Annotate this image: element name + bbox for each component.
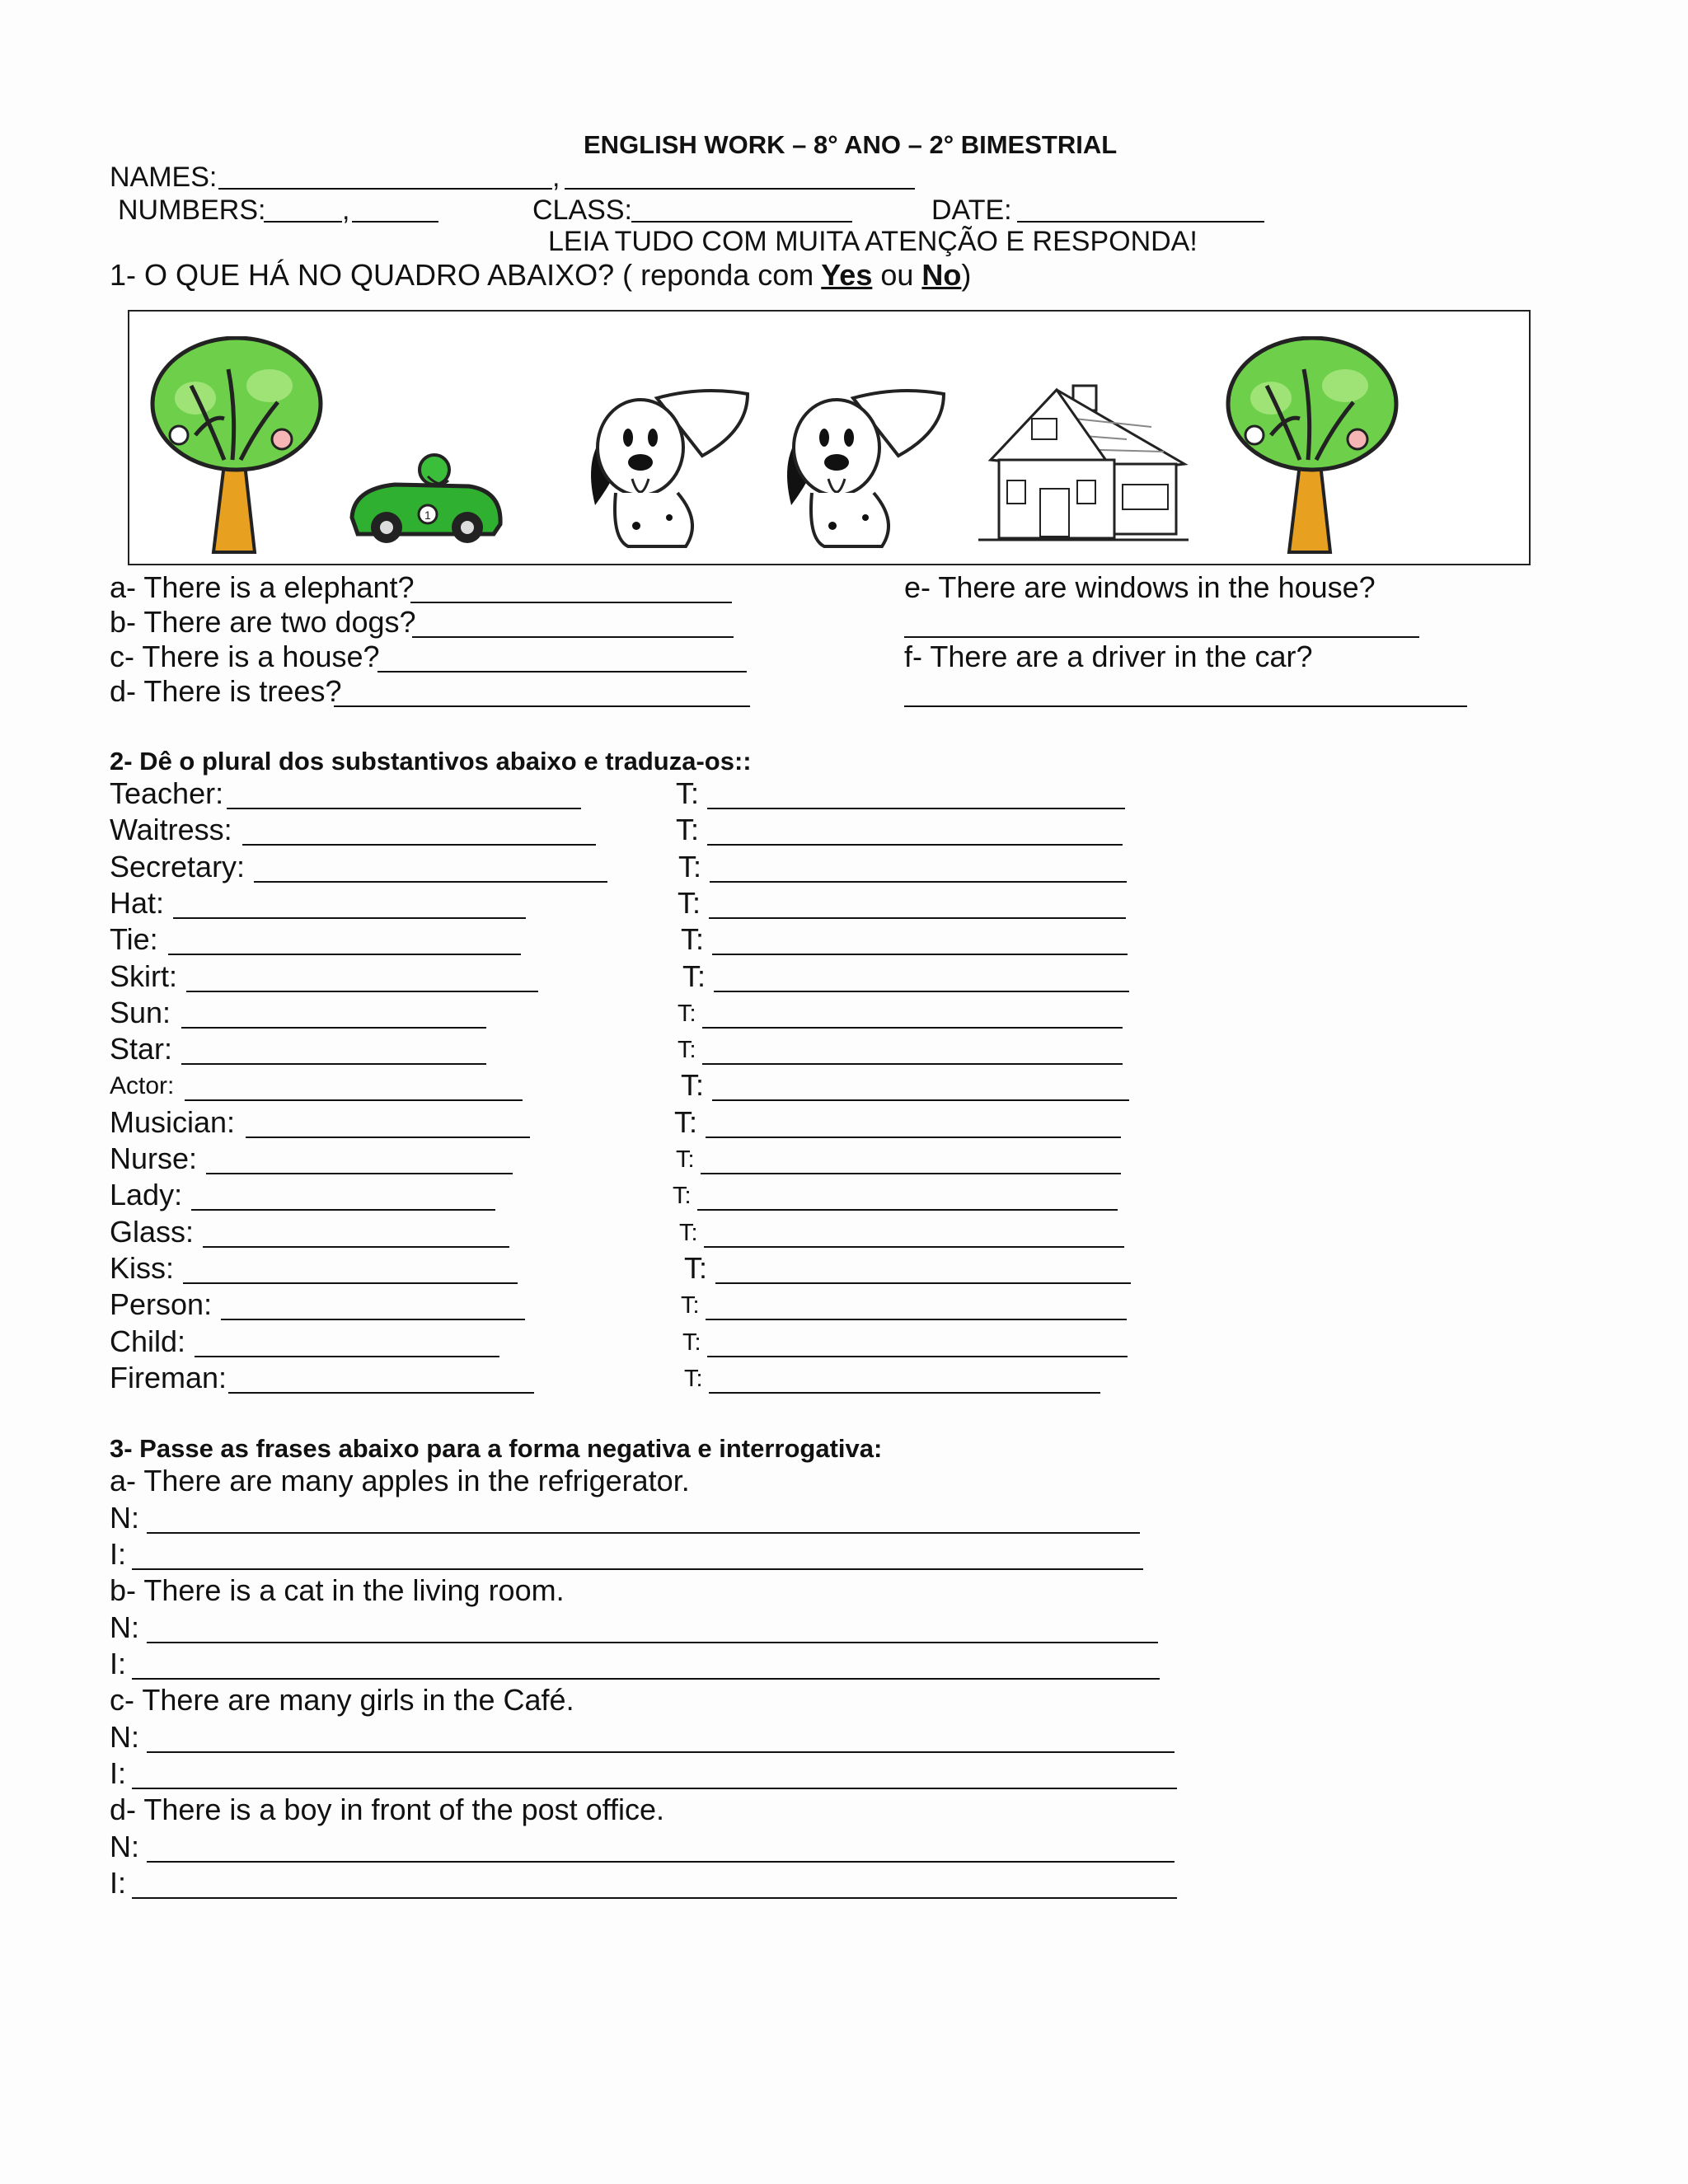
q2-plural-field[interactable] — [181, 1027, 486, 1029]
q3-interrogative-label: I: — [110, 1647, 127, 1680]
number-field-2[interactable] — [352, 221, 438, 223]
q2-translation-field[interactable] — [706, 1319, 1127, 1320]
q1-item-a: a- There is a elephant? — [110, 570, 415, 604]
worksheet-title: ENGLISH WORK – 8° ANO – 2° BIMESTRIAL — [584, 130, 1118, 159]
house-icon — [970, 382, 1197, 546]
q3-sentence: d- There is a boy in front of the post office. — [110, 1793, 665, 1826]
q1-answer-d[interactable] — [334, 705, 750, 707]
q2-plural-field[interactable] — [221, 1319, 525, 1320]
q2-word-label: Kiss: — [110, 1250, 175, 1285]
date-label: DATE: — [931, 194, 1012, 226]
q3-sentence: c- There are many girls in the Café. — [110, 1683, 574, 1717]
q2-translation-field[interactable] — [702, 1063, 1123, 1065]
q1-answer-e[interactable] — [904, 636, 1419, 638]
q1-prompt — [110, 258, 971, 293]
picture-box — [128, 310, 1531, 565]
names-separator: , — [552, 162, 560, 193]
q3-interrogative-label: I: — [110, 1866, 127, 1900]
q2-word-label: Teacher: — [110, 776, 224, 810]
q2-translation-label: T: — [684, 1250, 708, 1285]
q2-translation-field[interactable] — [709, 917, 1126, 919]
q2-plural-field[interactable] — [206, 1173, 513, 1174]
q2-word-label: Fireman: — [110, 1360, 227, 1394]
q1-answer-b[interactable] — [412, 636, 734, 638]
q2-translation-field[interactable] — [714, 991, 1129, 992]
svg-text:1: 1 — [424, 509, 431, 522]
q2-word-label: Tie: — [110, 922, 158, 957]
q2-translation-field[interactable] — [707, 808, 1125, 809]
q2-translation-field[interactable] — [710, 881, 1127, 883]
numbers-label: NUMBERS: — [118, 194, 266, 226]
names-label: NAMES: — [110, 162, 218, 193]
tree-icon — [1221, 336, 1407, 559]
q1-item-b: b- There are two dogs? — [110, 605, 416, 639]
q2-word-label: Sun: — [110, 995, 171, 1029]
q2-translation-field[interactable] — [704, 1246, 1124, 1248]
q2-translation-field[interactable] — [707, 844, 1123, 846]
q2-translation-field[interactable] — [701, 1173, 1121, 1174]
q2-translation-label: T: — [681, 922, 705, 957]
q2-translation-field[interactable] — [712, 1099, 1129, 1101]
q2-translation-label: T: — [673, 1183, 692, 1210]
q3-interrogative-field[interactable] — [132, 1678, 1160, 1680]
dog-icon — [775, 382, 952, 555]
q1-answer-f[interactable] — [904, 705, 1467, 707]
q2-plural-field[interactable] — [246, 1137, 530, 1138]
q2-plural-field[interactable] — [242, 844, 596, 846]
q2-plural-field[interactable] — [203, 1246, 509, 1248]
q2-word-label: Lady: — [110, 1178, 183, 1212]
q2-word-label: Secretary: — [110, 849, 246, 883]
q3-negative-field[interactable] — [147, 1532, 1140, 1534]
dog-icon — [579, 382, 756, 555]
q2-translation-label: T: — [674, 1104, 698, 1139]
q2-plural-field[interactable] — [186, 991, 538, 992]
q1-no: No — [921, 258, 962, 292]
name-field-2[interactable] — [565, 188, 915, 190]
q2-translation-field[interactable] — [706, 1137, 1121, 1138]
q2-word-label: Hat: — [110, 885, 165, 920]
q2-translation-label: T: — [681, 1068, 705, 1103]
name-field-1[interactable] — [218, 188, 552, 190]
q2-translation-label: T: — [678, 1037, 696, 1064]
q3-interrogative-field[interactable] — [132, 1568, 1143, 1570]
q2-heading: 2- Dê o plural dos substantivos abaixo e traduza-os:: — [110, 747, 752, 776]
q1-prompt-text: 1- O QUE HÁ NO QUADRO ABAIXO? ( reponda com — [110, 258, 814, 292]
q2-word-label: Glass: — [110, 1214, 195, 1249]
q2-translation-label: T: — [676, 1146, 695, 1173]
q2-translation-field[interactable] — [697, 1209, 1118, 1211]
q2-plural-field[interactable] — [183, 1282, 518, 1284]
q2-word-label: Waitress: — [110, 813, 232, 847]
q2-translation-field[interactable] — [709, 1392, 1100, 1394]
q3-negative-field[interactable] — [147, 1751, 1175, 1753]
q1-close: ) — [961, 258, 972, 292]
q2-translation-label: T: — [681, 1292, 700, 1319]
q2-translation-field[interactable] — [712, 954, 1128, 955]
number-field-1[interactable] — [264, 221, 342, 223]
q2-translation-label: T: — [682, 1329, 701, 1356]
q3-negative-field[interactable] — [147, 1642, 1158, 1643]
numbers-separator: , — [342, 194, 350, 226]
q3-negative-label: N: — [110, 1610, 139, 1644]
q2-translation-label: T: — [678, 849, 702, 883]
q2-plural-field[interactable] — [168, 954, 521, 955]
class-label: CLASS: — [532, 194, 632, 226]
q2-word-label: Child: — [110, 1324, 186, 1358]
q1-answer-c[interactable] — [377, 671, 747, 673]
instruction-text: LEIA TUDO COM MUITA ATENÇÃO E RESPONDA! — [548, 226, 1198, 257]
class-field[interactable] — [631, 221, 852, 223]
q2-translation-field[interactable] — [702, 1027, 1123, 1029]
date-field[interactable] — [1017, 221, 1264, 223]
q2-plural-field[interactable] — [185, 1099, 523, 1101]
q2-translation-label: T: — [684, 1365, 703, 1392]
q3-sentence: b- There is a cat in the living room. — [110, 1573, 565, 1607]
q2-plural-field[interactable] — [181, 1063, 486, 1065]
q3-interrogative-field[interactable] — [132, 1897, 1177, 1899]
q3-interrogative-label: I: — [110, 1537, 127, 1571]
q1-answer-a[interactable] — [410, 602, 732, 603]
q2-plural-field[interactable] — [191, 1209, 495, 1211]
q1-item-f: f- There are a driver in the car? — [904, 640, 1313, 673]
q2-word-label: Nurse: — [110, 1141, 198, 1175]
q1-item-c: c- There is a house? — [110, 640, 380, 673]
tree-icon — [146, 336, 331, 559]
q2-word-label: Person: — [110, 1287, 213, 1322]
q2-translation-label: T: — [676, 776, 700, 810]
q2-plural-field[interactable] — [195, 1356, 499, 1357]
q1-yes: Yes — [821, 258, 873, 292]
q2-translation-field[interactable] — [707, 1356, 1128, 1357]
q3-interrogative-label: I: — [110, 1756, 127, 1790]
q2-translation-label: T: — [676, 813, 700, 847]
q3-sentence: a- There are many apples in the refrigerator. — [110, 1464, 690, 1497]
q1-item-d: d- There is trees? — [110, 674, 342, 708]
q2-translation-label: T: — [678, 885, 701, 920]
q2-word-label: Star: — [110, 1032, 173, 1066]
q2-word-label: Musician: — [110, 1104, 236, 1139]
q3-negative-field[interactable] — [147, 1861, 1175, 1863]
q3-interrogative-field[interactable] — [132, 1788, 1177, 1789]
q2-word-label: Actor: — [110, 1072, 175, 1100]
q2-translation-label: T: — [682, 958, 706, 993]
q2-plural-field[interactable] — [173, 917, 526, 919]
q3-negative-label: N: — [110, 1829, 139, 1863]
q2-translation-label: T: — [679, 1219, 698, 1246]
car-icon — [345, 452, 510, 555]
q2-translation-label: T: — [678, 1000, 696, 1027]
q2-translation-field[interactable] — [715, 1282, 1131, 1284]
q1-ou: ou — [880, 258, 914, 292]
q3-negative-label: N: — [110, 1719, 139, 1754]
q2-word-label: Skirt: — [110, 958, 178, 993]
q3-heading: 3- Passe as frases abaixo para a forma negativa e interrogativa: — [110, 1434, 883, 1463]
q1-item-e: e- There are windows in the house? — [904, 570, 1376, 604]
q2-plural-field[interactable] — [228, 1392, 534, 1394]
q3-negative-label: N: — [110, 1500, 139, 1535]
q2-plural-field[interactable] — [254, 881, 607, 883]
q2-plural-field[interactable] — [227, 808, 581, 809]
